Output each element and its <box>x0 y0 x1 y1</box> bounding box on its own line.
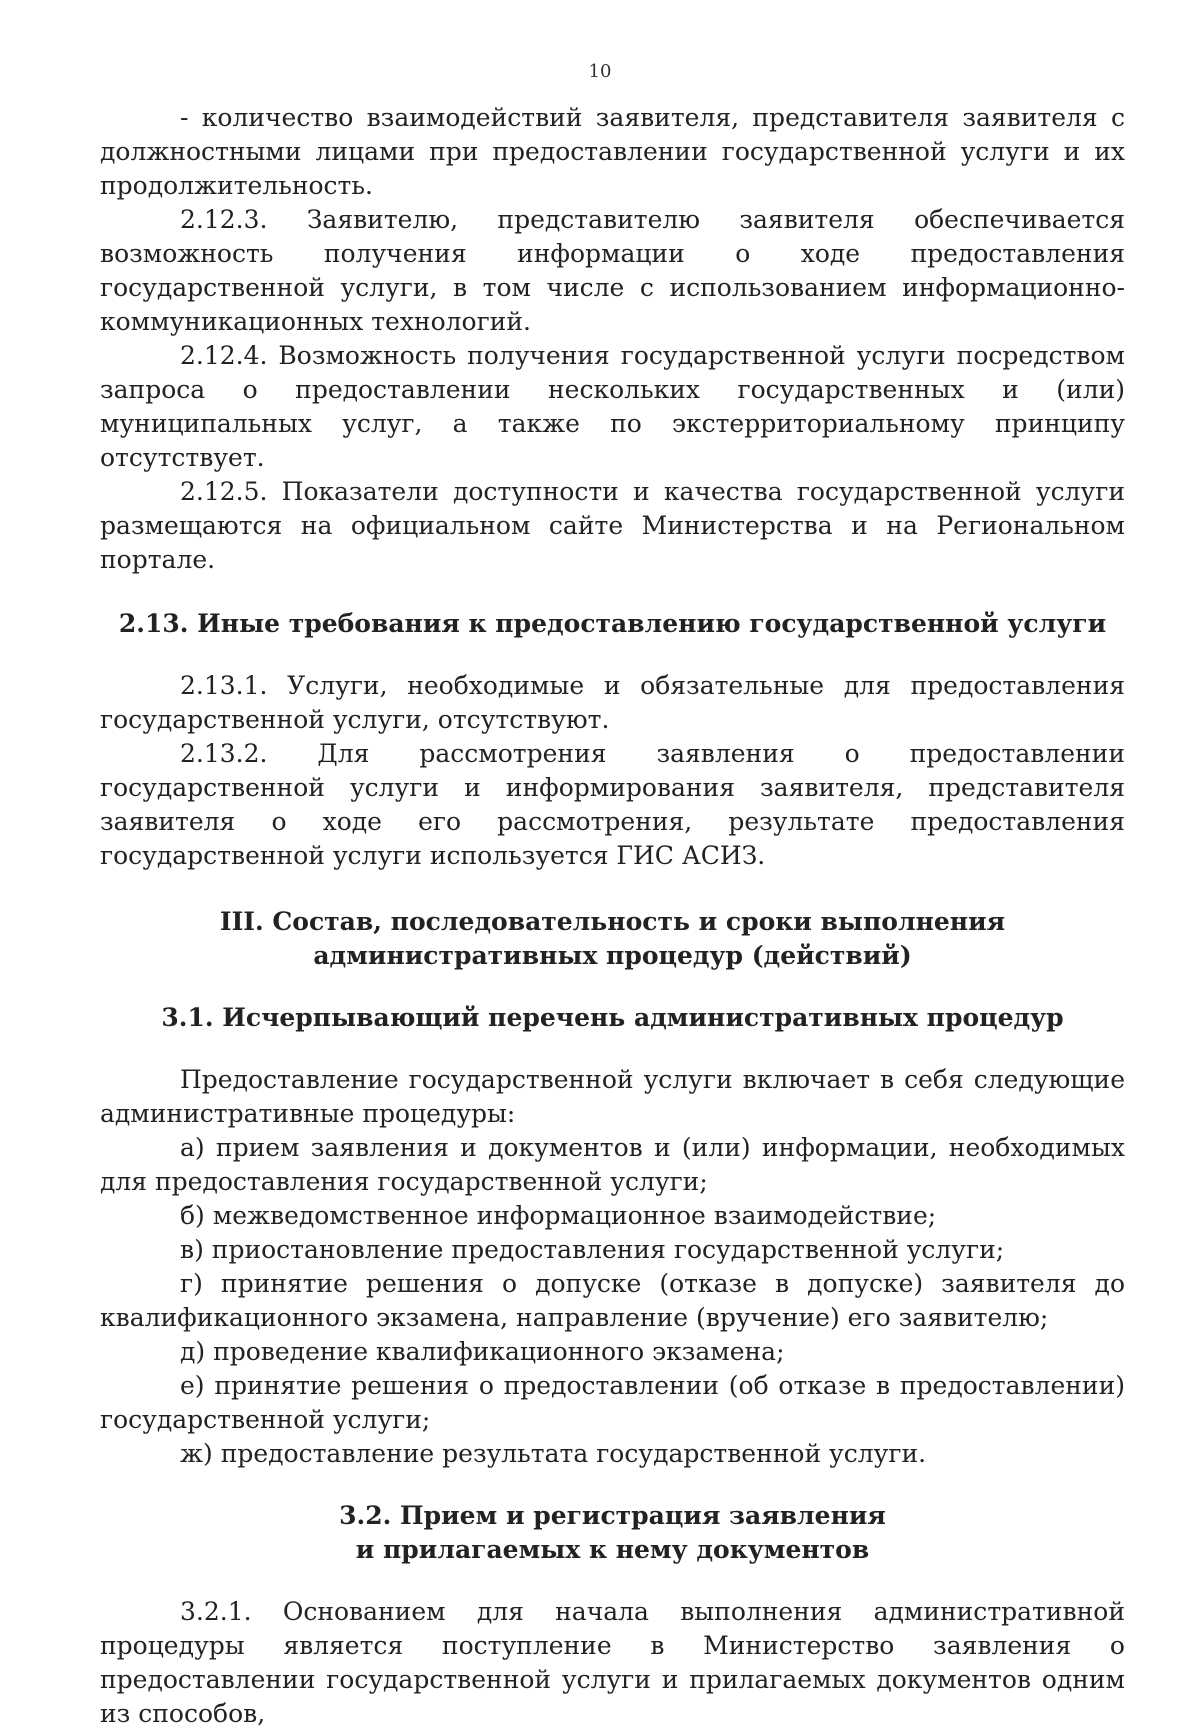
paragraph-2-12-5: 2.12.5. Показатели доступности и качества государственной услуги размещаются на официальном сайте Министерства и на Региональном портале. <box>100 477 1125 574</box>
heading-3-1: 3.1. Исчерпывающий перечень административных процедур <box>161 1003 1064 1032</box>
list-item-e: е) принятие решения о предоставлении (об отказе в предоставлении) государственной услуги; <box>100 1371 1125 1434</box>
paragraph-interactions-count: - количество взаимодействий заявителя, представителя заявителя с должностными лицами при предоставлении государственной услуги и их продолжительность. <box>100 103 1125 200</box>
paragraph-3-1-intro: Предоставление государственной услуги включает в себя следующие административные процедуры: <box>100 1065 1125 1128</box>
heading-3-2-line-1: 3.2. Прием и регистрация заявления <box>339 1501 886 1530</box>
list-item-g: г) принятие решения о допуске (отказе в допуске) заявителя до квалификационного экзамена, направление (вручение) его заявителю; <box>100 1269 1125 1332</box>
heading-chapter-iii <box>100 905 1125 973</box>
list-item-d: д) проведение квалификационного экзамена; <box>180 1337 785 1366</box>
paragraph-2-12-3: 2.12.3. Заявителю, представителю заявителя обеспечивается возможность получения информации о ходе предоставления государственной услуги, в том числе с использованием информационно-коммуникационных технологий. <box>100 205 1125 336</box>
paragraph-2-13-1: 2.13.1. Услуги, необходимые и обязательные для предоставления государственной услуги, отсутствуют. <box>100 671 1125 734</box>
page-content <box>100 101 1125 1731</box>
list-item-v: в) приостановление предоставления государственной услуги; <box>180 1235 1005 1264</box>
paragraph-2-13-2: 2.13.2. Для рассмотрения заявления о предоставлении государственной услуги и информирования заявителя, представителя заявителя о ходе его рассмотрения, результате предоставления государственной услуги используется ГИС АСИЗ. <box>100 739 1125 870</box>
heading-chapter-iii-line-1: III. Состав, последовательность и сроки выполнения <box>219 907 1006 936</box>
list-item-b: б) межведомственное информационное взаимодействие; <box>180 1201 937 1230</box>
heading-3-2 <box>100 1499 1125 1567</box>
list-item-a: а) прием заявления и документов и (или) информации, необходимых для предоставления государственной услуги; <box>100 1133 1125 1196</box>
list-item-zh: ж) предоставление результата государственной услуги. <box>180 1439 927 1468</box>
heading-3-2-line-2: и прилагаемых к нему документов <box>355 1535 870 1564</box>
page-number: 10 <box>588 61 612 82</box>
heading-2-13: 2.13. Иные требования к предоставлению государственной услуги <box>118 609 1107 638</box>
paragraph-3-2-1: 3.2.1. Основанием для начала выполнения административной процедуры является поступление в Министерство заявления о предоставлении государственной услуги и прилагаемых документов одним из способов, <box>100 1597 1125 1728</box>
paragraph-2-12-4: 2.12.4. Возможность получения государственной услуги посредством запроса о предоставлении нескольких государственных и (или) муниципальных услуг, а также по экстерриториальному принципу отсутствует. <box>100 341 1125 472</box>
heading-chapter-iii-line-2: административных процедур (действий) <box>313 941 912 970</box>
